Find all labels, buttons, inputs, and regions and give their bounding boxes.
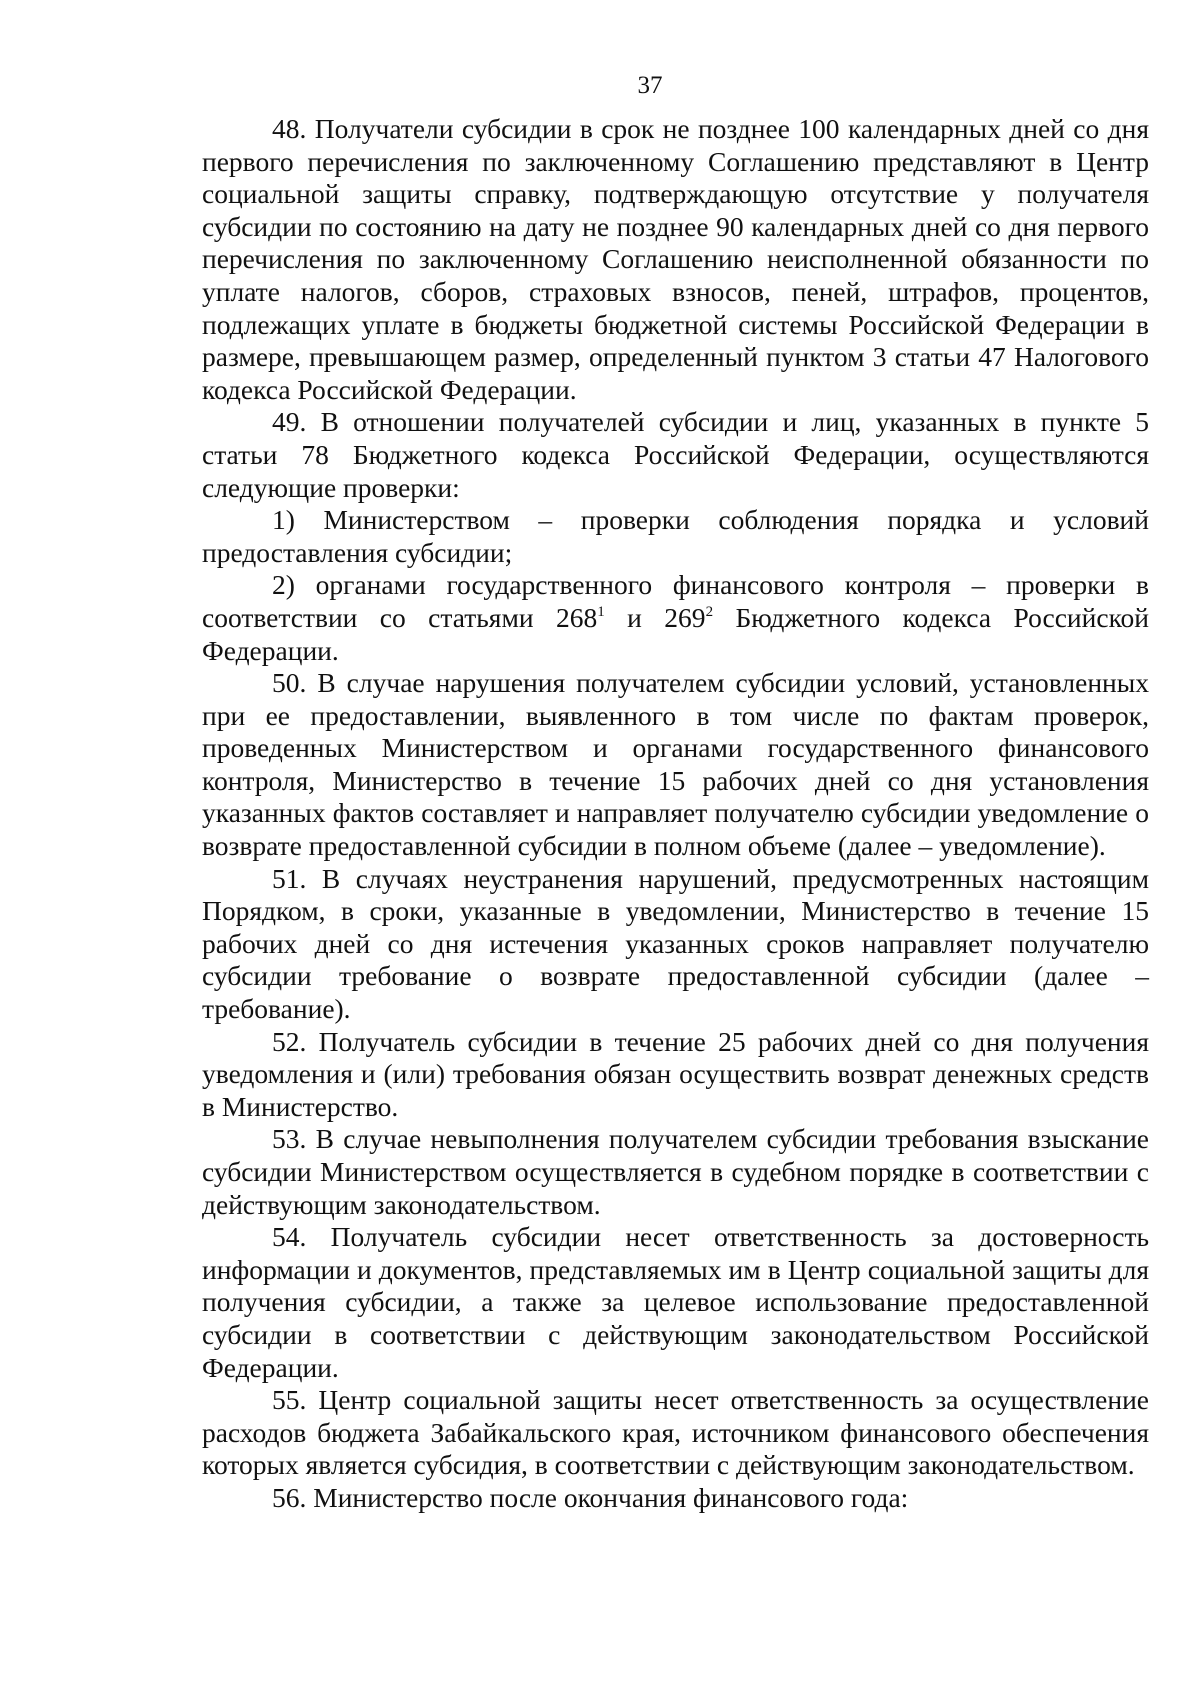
paragraph-48: 48. Получатели субсидии в срок не позднее 100 календарных дней со дня первого перечисления по заключенному Соглашению представляют в Центр социальной защиты справку, подтверждающую отсутствие у получателя субсидии по состоянию на дату не позднее 90 календарных дней со дня первого перечисления по заключенному Соглашению неисполненной обязанности по уплате налогов, сборов, страховых взносов, пеней, штрафов, процентов, подлежащих уплате в бюджеты бюджетной системы Российской Федерации в размере, превышающем размер, определенный пунктом 3 статьи 47 Налогового кодекса Российской Федерации. [202,113,1149,405]
paragraph-49: 49. В отношении получателей субсидии и лиц, указанных в пункте 5 статьи 78 Бюджетного кодекса Российской Федерации, осуществляются следующие проверки: [202,406,1149,503]
superscript-269: 2 [705,603,714,620]
paragraph-51: 51. В случаях неустранения нарушений, предусмотренных настоящим Порядком, в сроки, указанные в уведомлении, Министерство в течение 15 рабочих дней со дня истечения указанных сроков направляет получателю субсидии требование о возврате предоставленной субсидии (далее – требование). [202,862,1149,1025]
paragraph-49-item-1: 1) Министерством – проверки соблюдения порядка и условий предоставления субсидии; [202,504,1149,568]
item-2-text-end: Бюджетного кодекса Российской Федерации. [202,601,1149,666]
paragraph-56: 56. Министерство после окончания финансового года: [272,1481,909,1513]
paragraph-52: 52. Получатель субсидии в течение 25 рабочих дней со дня получения уведомления и (или) требования обязан осуществить возврат денежных средств в Министерство. [202,1025,1149,1122]
item-2-text-middle: и 269 [604,601,706,633]
page-number: 37 [637,72,663,99]
paragraph-49-item-2 [202,569,1149,667]
item-2-text-start: 2) органами государственного финансового контроля – проверки в соответствии со статьями 268 [202,569,1149,633]
paragraph-50: 50. В случае нарушения получателем субсидии условий, установленных при ее предоставлении, выявленного в том числе по фактам проверок, проведенных Министерством и органами государственного финансового контроля, Министерство в течение 15 рабочих дней со дня установления указанных фактов составляет и направляет получателю субсидии уведомление о возврате предоставленной субсидии в полном объеме (далее – уведомление). [202,667,1149,862]
document-body [202,113,1149,1515]
superscript-268: 1 [597,603,605,620]
paragraph-54: 54. Получатель субсидии несет ответственность за достоверность информации и документов, представляемых им в Центр социальной защиты для получения субсидии, а также за целевое использование предоставленной субсидии в соответствии с действующим законодательством Российской Федерации. [202,1221,1149,1383]
paragraph-53: 53. В случае невыполнения получателем субсидии требования взыскание субсидии Министерством осуществляется в судебном порядке в соответствии с действующим законодательством. [202,1123,1149,1220]
paragraph-55: 55. Центр социальной защиты несет ответственность за осуществление расходов бюджета Забайкальского края, источником финансового обеспечения которых является субсидия, в соответствии с действующим законодательством. [202,1384,1149,1481]
